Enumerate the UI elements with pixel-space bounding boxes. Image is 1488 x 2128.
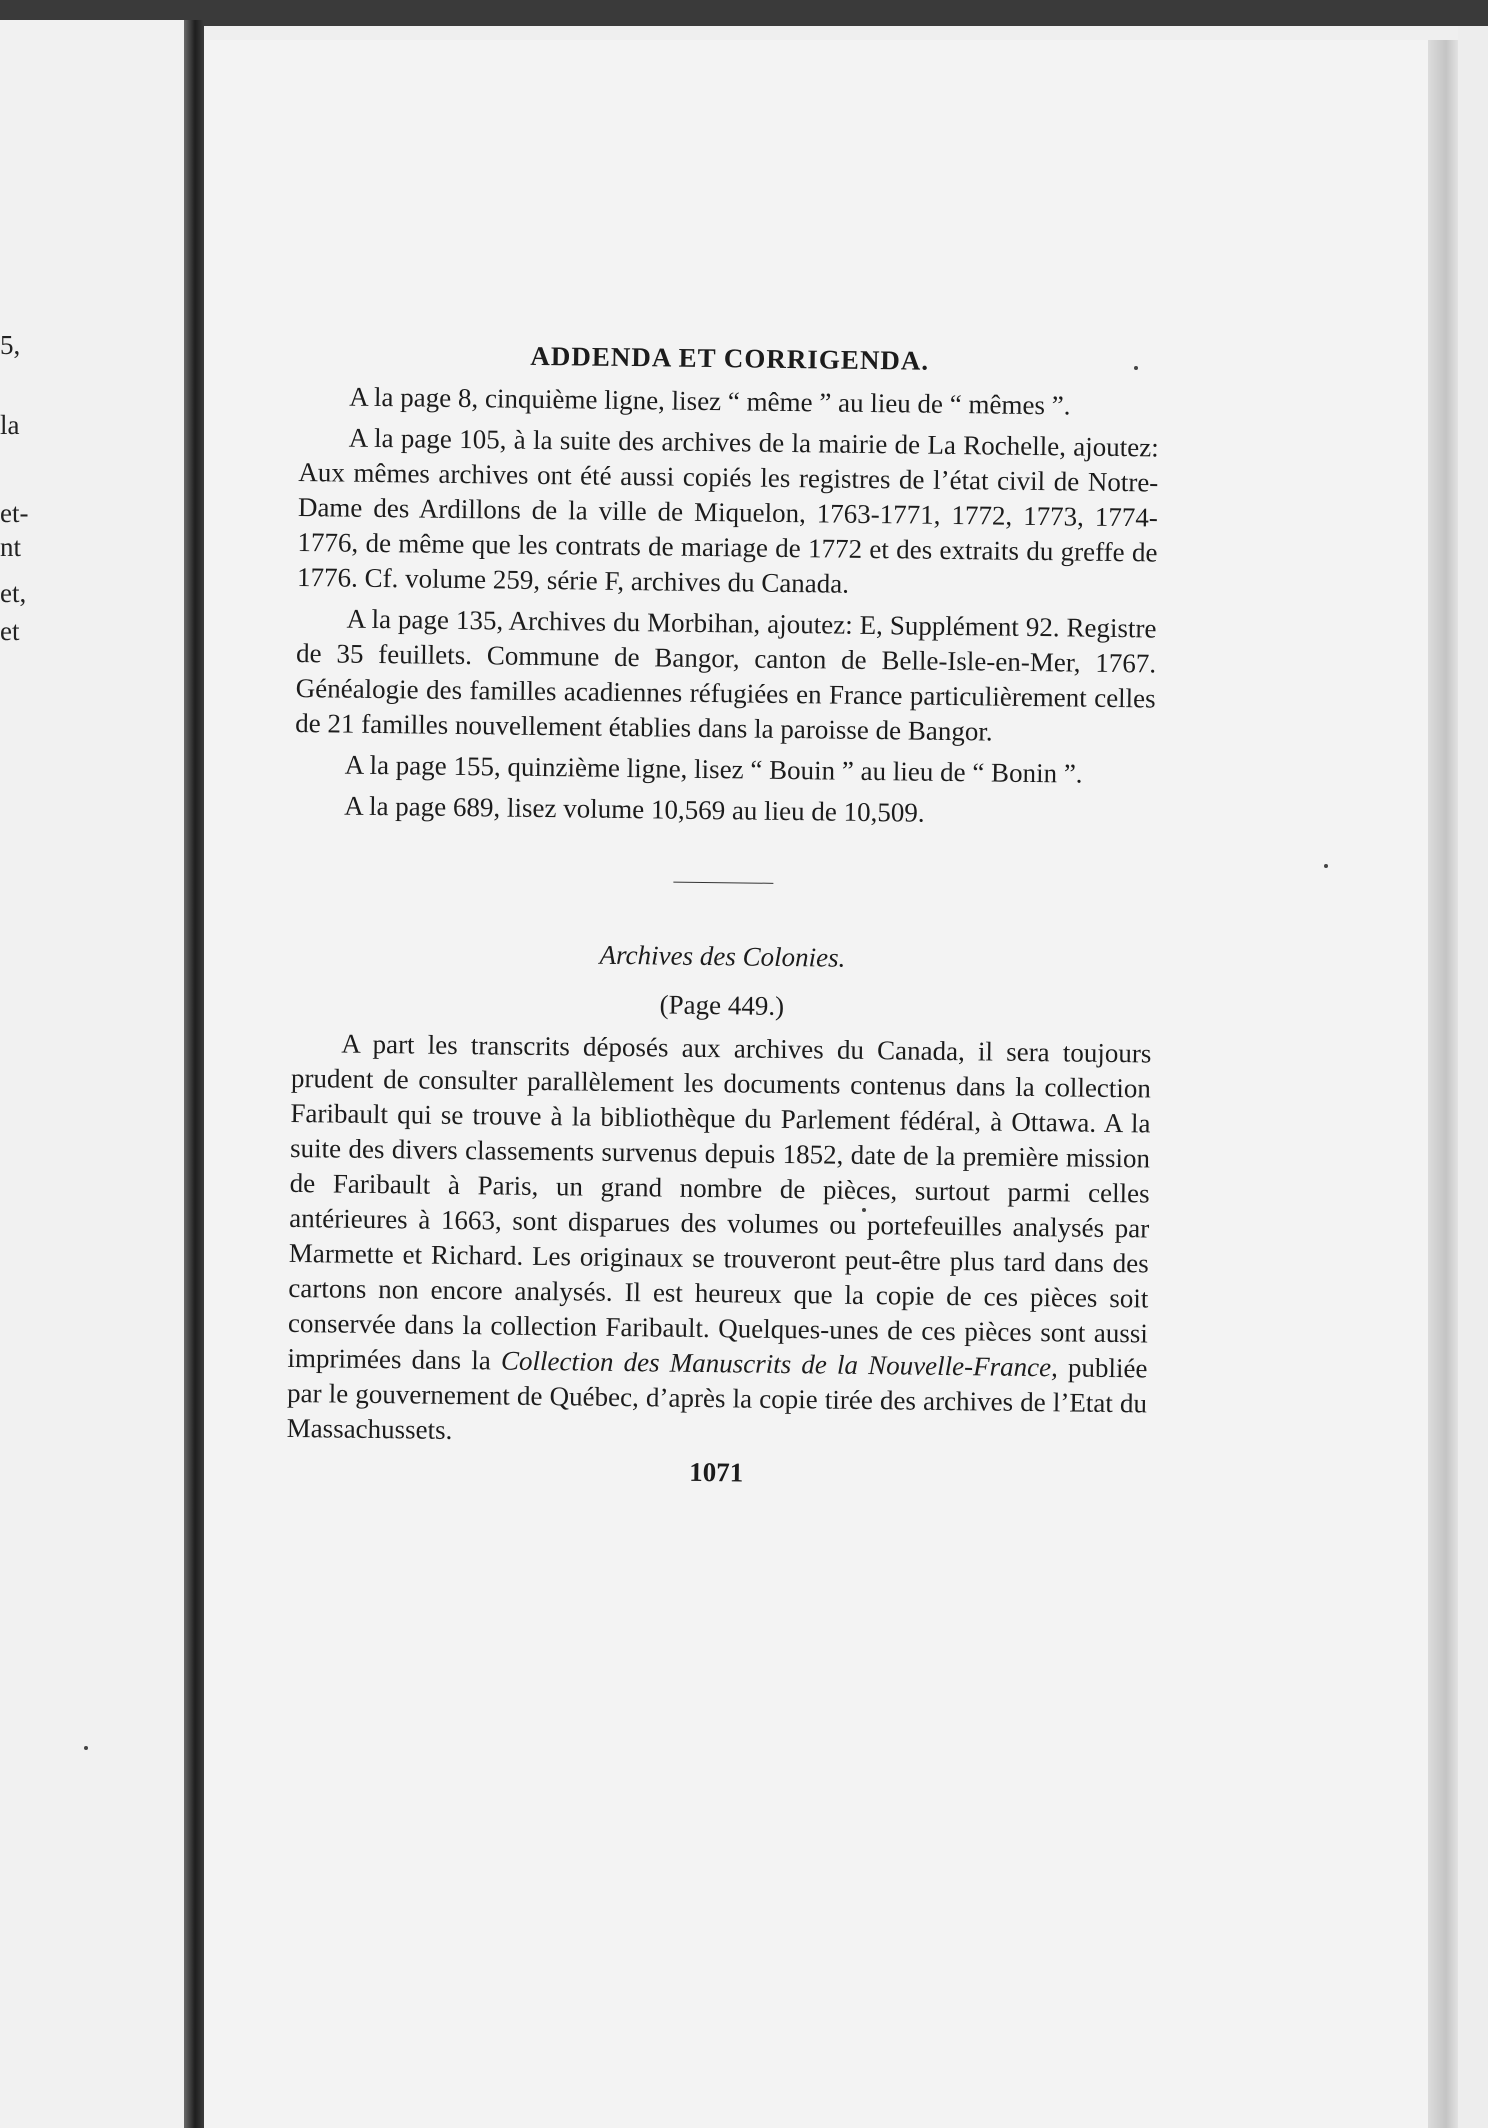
section-body-text-end: publiée par le gouvernement de Québec, d’après la copie tirée des archives de l’Etat du Massachussets. xyxy=(286,1352,1148,1445)
scanner-top-band xyxy=(0,0,1488,26)
page-edge-shadow xyxy=(1428,40,1458,2128)
addendum-paragraph: A la page 155, quinzième ligne, lisez “ Bouin ” au lieu de “ Bonin ”. xyxy=(344,749,1083,789)
collection-title: Collection des Manuscrits de la Nouvelle-France, xyxy=(500,1345,1059,1383)
section-divider xyxy=(673,882,773,884)
left-margin-fragment: et- xyxy=(0,498,29,528)
section-body-text: A part les transcrits déposés aux archives du Canada, il sera toujours prudent de consulter parallèlement les documents contenus dans la collection Faribault qui se trouve à la bibliothèque du Parlement fédéral, à Ottawa. A la suite des divers classements survenus depuis 1852, date de la première mission de Faribault à Paris, un grand nombre de pièces, surtout parmi celles antérieures à 1663, sont disparues des volumes ou portefeuilles analysés par Marmette et Richard. Les originaux se trouveront peut-être plus tard dans des cartons non encore analysés. Il est heureux que la copie de ces pièces soit conservée dans la collection Faribault. Quelques-unes de ces pièces sont aussi imprimées dans la xyxy=(287,1028,1152,1376)
scan-speck xyxy=(84,1746,88,1750)
section-title: Archives des Colonies. xyxy=(599,939,846,973)
section-body xyxy=(286,1026,1151,1456)
page-number: 1071 xyxy=(688,1456,744,1488)
left-margin-fragment: nt xyxy=(0,532,22,562)
scan-speck xyxy=(1324,864,1328,868)
addendum-paragraph: A la page 8, cinquième ligne, lisez “ même ” au lieu de “ mêmes ”. xyxy=(349,381,1071,421)
left-margin-fragment: et xyxy=(0,616,20,646)
left-margin-fragment: et, xyxy=(0,578,27,608)
outer-margin xyxy=(1458,26,1488,2128)
addendum-paragraph: A la page 689, lisez volume 10,569 au lieu de 10,509. xyxy=(344,790,925,828)
page-heading: ADDENDA ET CORRIGENDA. xyxy=(530,340,930,376)
addendum-paragraph: A la page 135, Archives du Morbihan, ajoutez: E, Supplément 92. Registre de 35 feuillets. Commune de Bangor, canton de Belle-Isle-en-Mer, 1767. Généalogie des familles acadiennes réfugiées en France particulièrement celles de 21 familles nouvellement établies dans la paroisse de Bangor. xyxy=(295,603,1157,747)
page-text xyxy=(286,338,1160,1493)
left-page xyxy=(0,20,184,2128)
addendum-paragraph: A la page 105, à la suite des archives de la mairie de La Rochelle, ajoutez: Aux mêmes archives ont été aussi copiés les registres de l’état civil de Notre-Dame des Ardillons de la ville de Miquelon, 1763-1771, 1772, 1773, 1774-1776, de même que les contrats de mariage de 1772 et des extraits du greffe de 1776. Cf. volume 259, série F, archives du Canada. xyxy=(296,422,1159,599)
left-margin-fragment: la xyxy=(0,410,20,440)
book-gutter xyxy=(184,20,204,2128)
section-page-reference: (Page 449.) xyxy=(659,989,785,1021)
left-margin-fragment: 5, xyxy=(0,330,21,360)
